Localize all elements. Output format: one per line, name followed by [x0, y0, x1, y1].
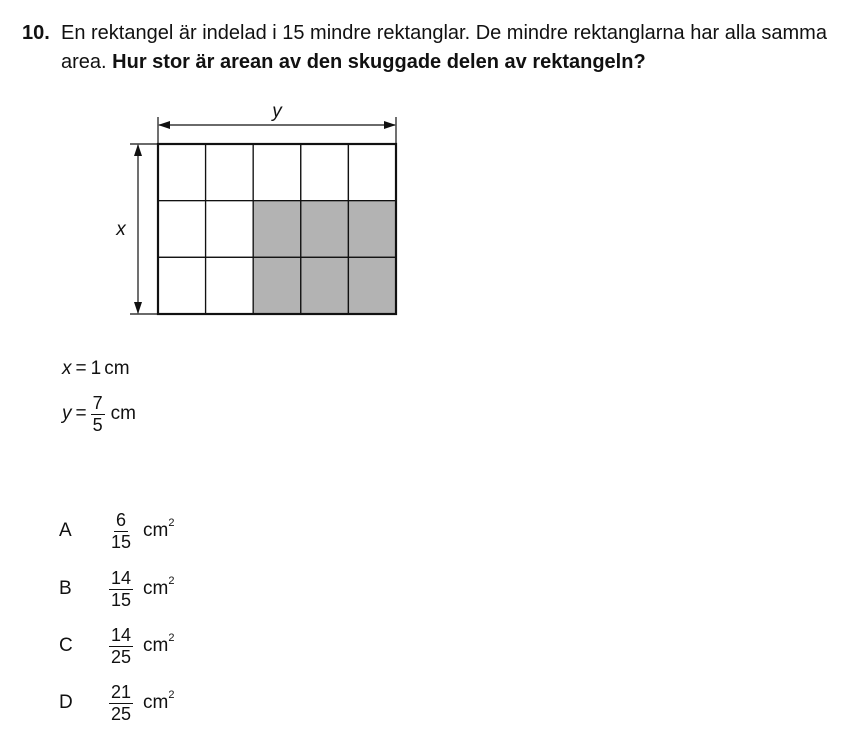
grid-cell [158, 144, 206, 201]
option-letter: D [59, 692, 73, 714]
shaded-cell [301, 257, 349, 314]
grid-cell [253, 144, 301, 201]
option-fraction [107, 626, 135, 667]
shaded-cell [348, 257, 396, 314]
grid-cell [158, 201, 206, 258]
option-d[interactable] [59, 683, 174, 724]
given-y-unit: cm [110, 403, 136, 425]
shaded-cell [301, 201, 349, 258]
option-unit-text: cm [143, 635, 169, 657]
shaded-cell [348, 201, 396, 258]
option-fraction [107, 683, 135, 724]
option-fraction [107, 511, 135, 552]
option-fraction [107, 569, 135, 610]
option-unit [143, 517, 175, 542]
option-unit-text: cm [143, 578, 169, 600]
option-unit-exponent: 2 [168, 689, 175, 702]
option-numerator: 14 [110, 625, 132, 645]
question-text-bold: Hur stor är arean av den skuggade delen av rektangeln? [112, 51, 646, 73]
grid-cell [348, 144, 396, 201]
given-y-numerator: 7 [92, 393, 103, 413]
given-y-denominator: 5 [92, 414, 103, 435]
grid-cell [206, 257, 254, 314]
option-c[interactable] [59, 626, 174, 667]
question-text-plain: area. [61, 51, 107, 73]
question-text-line1: En rektangel är indelad i 15 mindre rektanglar. De mindre rektanglarna har alla samma [61, 22, 827, 44]
option-numerator: 14 [110, 568, 132, 588]
given-x-var: x [62, 358, 72, 379]
option-denominator: 15 [110, 531, 132, 552]
option-unit-text: cm [143, 692, 169, 714]
shaded-cell [253, 257, 301, 314]
y-dimension-label: y [272, 101, 282, 122]
grid-cell [206, 144, 254, 201]
option-numerator: 6 [115, 510, 126, 530]
option-b[interactable] [59, 569, 174, 610]
option-unit-exponent: 2 [168, 517, 175, 530]
given-y [62, 394, 136, 435]
option-unit-exponent: 2 [168, 575, 175, 588]
grid-cell [301, 144, 349, 201]
option-a[interactable] [59, 511, 174, 552]
given-x-value: 1 [90, 358, 102, 379]
option-letter: B [59, 578, 72, 600]
option-denominator: 25 [110, 646, 132, 667]
given-y-fraction [91, 394, 105, 435]
x-dimension-label: x [116, 219, 126, 240]
given-x-unit: cm [104, 358, 130, 379]
grid [158, 144, 396, 314]
option-unit-exponent: 2 [168, 632, 175, 645]
given-x [62, 358, 130, 380]
grid-cell [158, 257, 206, 314]
option-unit [143, 575, 175, 600]
given-y-var: y [62, 403, 72, 425]
option-denominator: 25 [110, 703, 132, 724]
option-letter: C [59, 635, 73, 657]
shaded-cell [253, 201, 301, 258]
option-unit [143, 689, 175, 714]
option-unit [143, 632, 175, 657]
option-denominator: 15 [110, 589, 132, 610]
option-unit-text: cm [143, 520, 169, 542]
option-numerator: 21 [110, 682, 132, 702]
grid-cell [206, 201, 254, 258]
given-x-equals: = [75, 358, 87, 379]
question-number: 10. [22, 22, 50, 44]
given-y-equals: = [75, 403, 87, 425]
option-letter: A [59, 520, 72, 542]
